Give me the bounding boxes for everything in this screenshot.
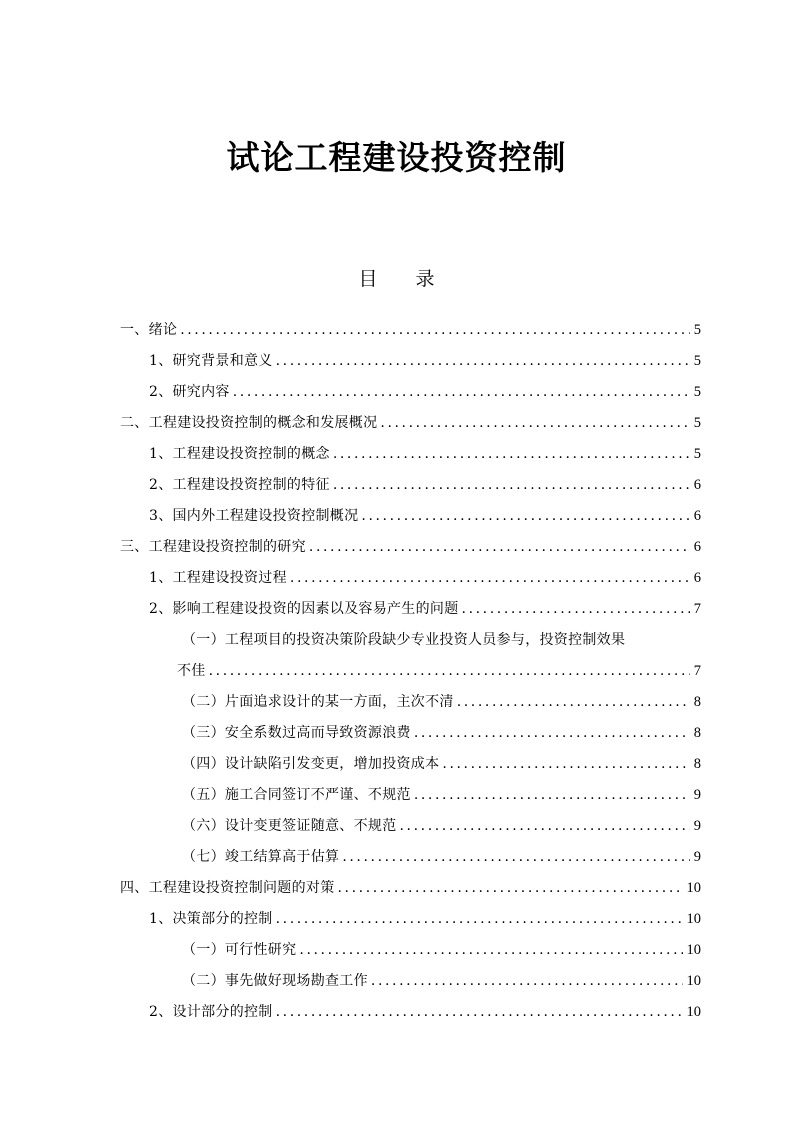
toc-entry-text: （五）施工合同签订不严谨、不规范 [182,787,411,803]
toc-leader-dots [442,753,689,775]
toc-entry-text: 不佳 [177,663,206,679]
toc-entry[interactable] [182,784,701,806]
toc-entry-text: 2、研究内容 [149,384,230,400]
toc-leader-dots [276,1001,683,1023]
toc-leader-dots [400,815,690,837]
toc-entry[interactable] [182,691,701,713]
toc-page-number: 10 [686,911,701,927]
toc-entry-text: （二）事先做好现场勘查工作 [182,973,368,989]
toc-page-number: 10 [686,1004,701,1020]
toc-entry[interactable] [120,412,701,434]
toc-entry-text: （一）可行性研究 [182,942,297,958]
toc-entry[interactable] [149,598,701,620]
toc-page-number: 8 [693,756,701,772]
toc-page-number: 10 [686,973,701,989]
toc-entry-text: 1、工程建设投资过程 [149,570,287,586]
toc-entry-text: 3、国内外工程建设投资控制概况 [149,508,359,524]
toc-page-number: 8 [693,725,701,741]
toc-entry[interactable] [182,815,701,837]
toc-entry-text: 1、研究背景和意义 [149,353,273,369]
toc-entry-text: 1、工程建设投资控制的概念 [149,446,330,462]
toc-entry[interactable] [120,877,701,899]
toc-leader-dots [361,505,689,527]
toc-page-number: 6 [693,508,701,524]
toc-page-number: 9 [693,818,701,834]
toc-entry[interactable] [149,908,701,930]
toc-entry-wrapped-line[interactable]: （一）工程项目的投资决策阶段缺少专业投资人员参与，投资控制效果 [182,632,626,648]
toc-entry-text: （七）竣工结算高于估算 [182,849,340,865]
toc-entry[interactable] [149,1001,701,1023]
toc-page-number: 5 [693,446,701,462]
toc-page-number: 6 [693,539,701,555]
toc-entry-text: 三、工程建设投资控制的研究 [120,539,306,555]
toc-entry-text: 四、工程建设投资控制问题的对策 [120,880,335,896]
toc-leader-dots [338,877,683,899]
toc-leader-dots [333,474,690,496]
toc-leader-dots [414,784,690,806]
toc-entry-text: 2、工程建设投资控制的特征 [149,477,330,493]
toc-leader-dots [233,381,690,403]
toc-entry-text: 一、绪论 [120,322,178,338]
toc-page-number: 10 [686,942,701,958]
toc-leader-dots [276,350,690,372]
toc-entry-text: （三）安全系数过高而导致资源浪费 [182,725,411,741]
toc-entry-text: 2、设计部分的控制 [149,1004,273,1020]
toc-page-number: 5 [693,322,701,338]
toc-leader-dots [180,319,690,341]
toc-entry[interactable] [149,505,701,527]
toc-leader-dots [462,598,690,620]
toc-entry[interactable] [182,846,701,868]
toc-page-number: 8 [693,694,701,710]
toc-page-number: 7 [693,663,701,679]
toc-entry-text: （四）设计缺陷引发变更，增加投资成本 [182,756,440,772]
toc-page-number: 6 [693,570,701,586]
toc-leader-dots [290,567,690,589]
toc-page-number: 9 [693,849,701,865]
toc-page-number: 7 [693,601,701,617]
toc-leader-dots [333,443,690,465]
toc-page-number: 5 [693,384,701,400]
toc-leader-dots [209,660,690,682]
toc-entry[interactable] [120,536,701,558]
toc-entry[interactable] [177,660,701,682]
toc-heading: 目 录 [358,268,451,290]
toc-page-number: 5 [693,353,701,369]
toc-entry[interactable] [182,970,701,992]
toc-page-number: 6 [693,477,701,493]
toc-leader-dots [342,846,689,868]
toc-leader-dots [380,412,689,434]
toc-entry[interactable] [182,753,701,775]
toc-entry-text: （二）片面追求设计的某一方面，主次不清 [182,694,454,710]
toc-page-number: 9 [693,787,701,803]
toc-leader-dots [309,536,690,558]
toc-entry[interactable] [182,722,701,744]
page-title: 试论工程建设投资控制 [226,138,567,177]
toc-leader-dots [299,939,682,961]
toc-leader-dots [276,908,683,930]
toc-page-number: 10 [686,880,701,896]
toc-entry-text: 2、影响工程建设投资的因素以及容易产生的问题 [149,601,459,617]
toc-entry[interactable] [149,567,701,589]
toc-entry[interactable] [149,474,701,496]
toc-entry[interactable] [120,319,701,341]
toc-entry[interactable] [149,443,701,465]
toc-page-number: 5 [693,415,701,431]
toc-entry[interactable] [149,381,701,403]
toc-leader-dots [414,722,690,744]
toc-entry-text: 二、工程建设投资控制的概念和发展概况 [120,415,378,431]
toc-entry[interactable] [182,939,701,961]
toc-leader-dots [457,691,690,713]
toc-entry[interactable] [149,350,701,372]
toc-entry-text: （六）设计变更签证随意、不规范 [182,818,397,834]
toc-entry-text: 1、决策部分的控制 [149,911,273,927]
toc-leader-dots [371,970,683,992]
